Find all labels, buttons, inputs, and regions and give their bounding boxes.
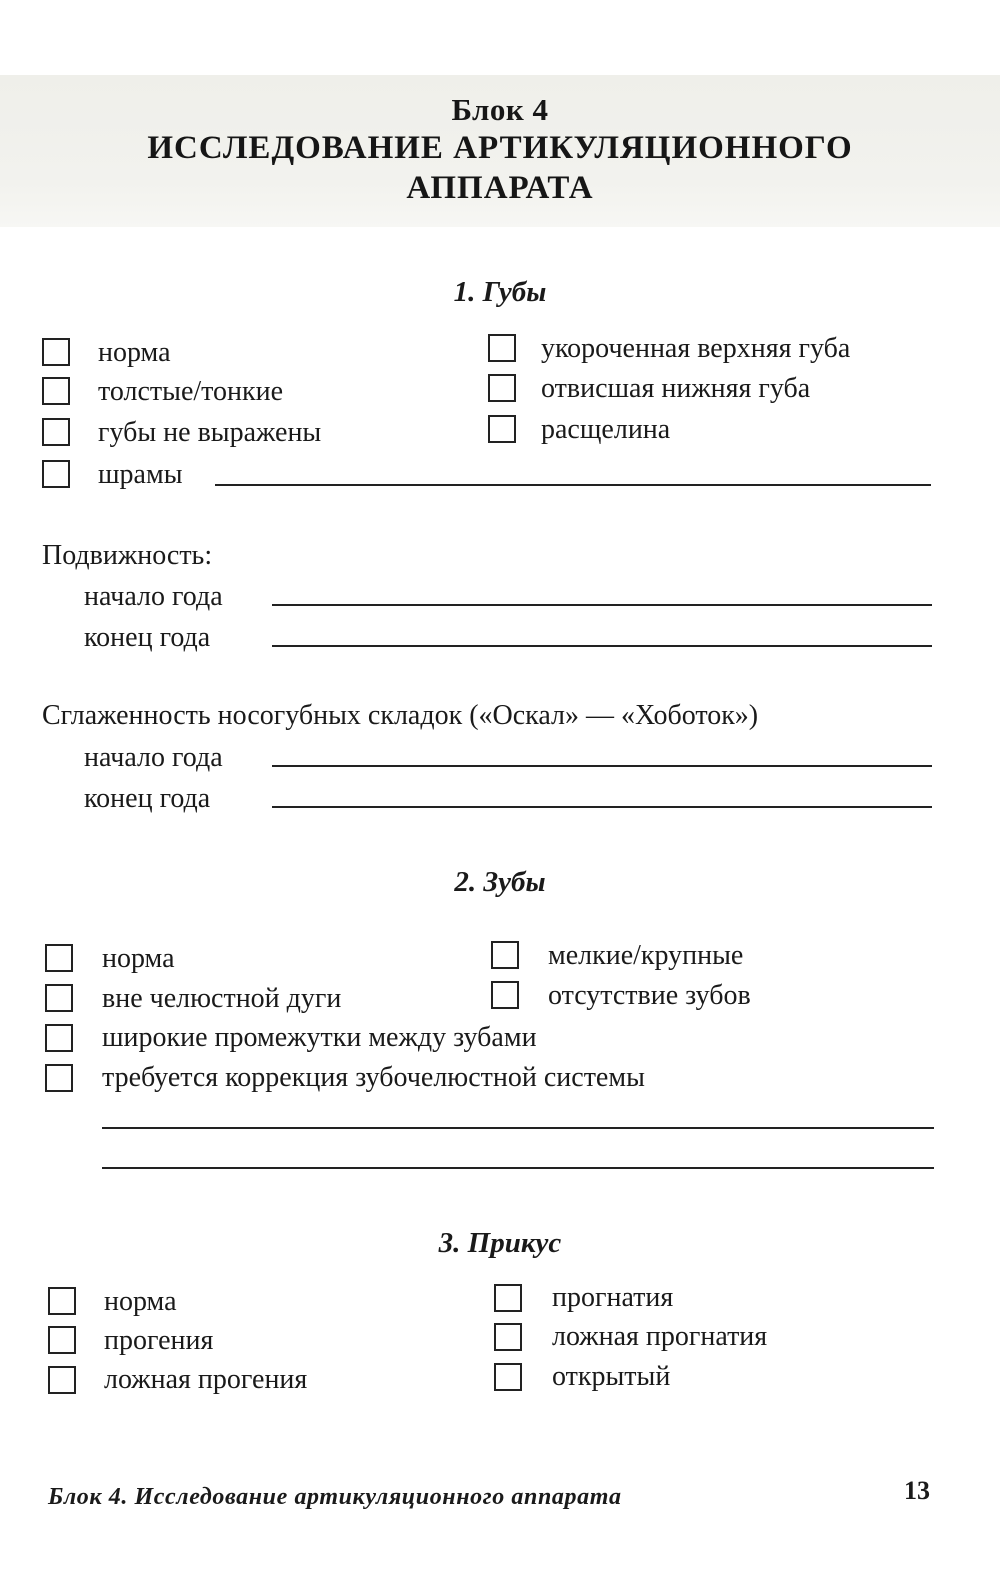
checkbox-lips-not-expressed[interactable]	[42, 418, 70, 446]
checkbox-teeth-norm[interactable]	[45, 944, 73, 972]
checkbox-lips-cleft[interactable]	[488, 415, 516, 443]
option-label: прогнатия	[552, 1282, 674, 1313]
mobility-label: Подвижность:	[42, 540, 213, 571]
option-label: укороченная верхняя губа	[541, 333, 851, 364]
checkbox-bite-norm[interactable]	[48, 1287, 76, 1315]
smoothness-end-input-line[interactable]	[272, 806, 932, 808]
checkbox-bite-prognathia[interactable]	[494, 1284, 522, 1312]
scars-input-line[interactable]	[215, 484, 931, 486]
checkbox-teeth-outside-arch[interactable]	[45, 984, 73, 1012]
option-label: ложная прогения	[104, 1364, 308, 1395]
option-label: расщелина	[541, 414, 671, 445]
checkbox-lips-short-upper[interactable]	[488, 334, 516, 362]
checkbox-lips-norm[interactable]	[42, 338, 70, 366]
block-number: Блок 4	[451, 92, 549, 127]
option-label: шрамы	[98, 459, 183, 490]
option-label: норма	[102, 943, 175, 974]
option-label: вне челюстной дуги	[102, 983, 342, 1014]
option-label: отвисшая нижняя губа	[541, 373, 811, 404]
smoothness-label: Сглаженность носогубных складок («Оскал» — «Хоботок»)	[42, 700, 759, 731]
option-label: мелкие/крупные	[548, 940, 744, 971]
checkbox-teeth-correction-needed[interactable]	[45, 1064, 73, 1092]
running-footer: Блок 4. Исследование артикуляционного аппарата	[48, 1484, 622, 1510]
mobility-start-label: начало года	[84, 581, 223, 612]
teeth-notes-line-2[interactable]	[102, 1167, 934, 1169]
checkbox-lips-thick-thin[interactable]	[42, 377, 70, 405]
page-title-line1: ИССЛЕДОВАНИЕ АРТИКУЛЯЦИОННОГО	[147, 130, 853, 166]
option-label: открытый	[552, 1361, 671, 1392]
option-label: требуется коррекция зубочелюстной системы	[102, 1062, 645, 1093]
option-label: прогения	[104, 1325, 214, 1356]
checkbox-lips-scars[interactable]	[42, 460, 70, 488]
smoothness-start-input-line[interactable]	[272, 765, 932, 767]
checkbox-bite-progenia[interactable]	[48, 1326, 76, 1354]
checkbox-teeth-small-large[interactable]	[491, 941, 519, 969]
mobility-end-input-line[interactable]	[272, 645, 932, 647]
option-label: широкие промежутки между зубами	[102, 1022, 537, 1053]
option-label: норма	[98, 337, 171, 368]
mobility-start-input-line[interactable]	[272, 604, 932, 606]
checkbox-bite-false-progenia[interactable]	[48, 1366, 76, 1394]
section-heading-teeth: 2. Зубы	[454, 866, 546, 898]
mobility-end-label: конец года	[84, 622, 211, 653]
checkbox-teeth-missing[interactable]	[491, 981, 519, 1009]
section-heading-lips: 1. Губы	[453, 276, 547, 308]
option-label: норма	[104, 1286, 177, 1317]
checkbox-lips-hanging-lower[interactable]	[488, 374, 516, 402]
section-heading-bite: 3. Прикус	[438, 1227, 562, 1259]
option-label: толстые/тонкие	[98, 376, 284, 407]
checkbox-bite-open[interactable]	[494, 1363, 522, 1391]
page-title-line2: АППАРАТА	[406, 170, 594, 206]
teeth-notes-line-1[interactable]	[102, 1127, 934, 1129]
checkbox-teeth-wide-gaps[interactable]	[45, 1024, 73, 1052]
page-number: 13	[904, 1476, 930, 1505]
option-label: ложная прогнатия	[552, 1321, 768, 1352]
checkbox-bite-false-prognathia[interactable]	[494, 1323, 522, 1351]
option-label: отсутствие зубов	[548, 980, 751, 1011]
option-label: губы не выражены	[98, 417, 322, 448]
smoothness-end-label: конец года	[84, 783, 211, 814]
smoothness-start-label: начало года	[84, 742, 223, 773]
